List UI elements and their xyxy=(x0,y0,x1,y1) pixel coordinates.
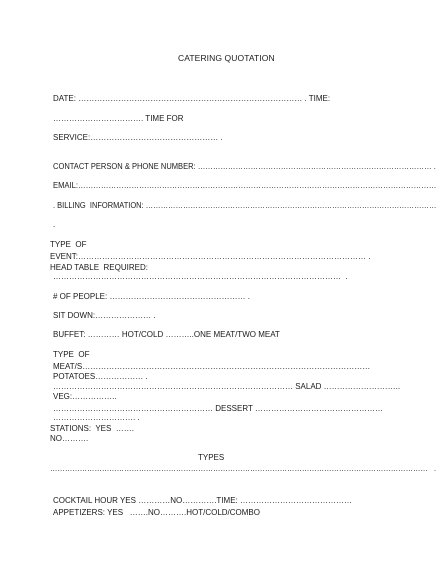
dessert-field: …………………………………………………… DESSERT ………………………………………… xyxy=(53,404,383,413)
date-time-field: DATE: ………………………………………………………………………… . TIME: xyxy=(53,94,331,103)
types-heading: TYPES xyxy=(198,453,225,462)
types-field: ……………………………………………………………………………………………………………………………………… . xyxy=(50,464,437,473)
head-table-required-label: HEAD TABLE REQUIRED: xyxy=(50,263,148,272)
veg-field: VEG:…………….. xyxy=(53,392,117,401)
document-title: CATERING QUOTATION xyxy=(178,53,275,63)
buffet-field: BUFFET: ………… HOT/COLD ………..ONE MEAT/TWO MEAT xyxy=(53,330,280,339)
email-field: EMAIL:…………………………………………………………………………………………………………………………… xyxy=(53,181,437,190)
salad-field: ……………………………………………………………………………… SALAD ……………………….. xyxy=(53,382,401,391)
service-field: SERVICE:………………………………………… . xyxy=(53,133,223,142)
event-field: EVENT:……………………………………………………………………………………………… . xyxy=(50,252,371,261)
billing-information-field: . BILLING INFORMATION: ……………………………………………………………………………………………………… xyxy=(53,201,437,210)
sit-down-field: SIT DOWN:………………… . xyxy=(53,311,156,320)
number-of-people-field: # OF PEOPLE: …………………………………………… . xyxy=(53,292,250,301)
potatoes-field: POTATOES……………… . xyxy=(53,372,148,381)
appetizers-field: APPETIZERS: YES …….NO……….HOT/COLD/COMBO xyxy=(53,508,260,517)
head-table-field: ……………………………………………………………………………………………… . xyxy=(53,272,348,281)
stations-yes-field: STATIONS: YES ……. xyxy=(50,424,135,433)
meats-field: MEAT/S……………………………………………………………………………………………… xyxy=(53,362,371,371)
billing-extra-dot: . xyxy=(53,220,56,229)
type-of-event-label: TYPE OF xyxy=(50,240,87,249)
contact-person-field: CONTACT PERSON & PHONE NUMBER: ………………………………………………………………………………… . xyxy=(53,162,436,171)
cocktail-hour-field: COCKTAIL HOUR YES …………NO………….TIME: …………………………………… xyxy=(53,496,352,505)
stations-no-field: NO………. xyxy=(50,434,89,443)
dessert-field-continued: …………………………. . xyxy=(53,413,140,422)
time-for-field: ……………………………. TIME FOR xyxy=(53,114,184,123)
type-of-meat-label: TYPE OF xyxy=(53,350,90,359)
